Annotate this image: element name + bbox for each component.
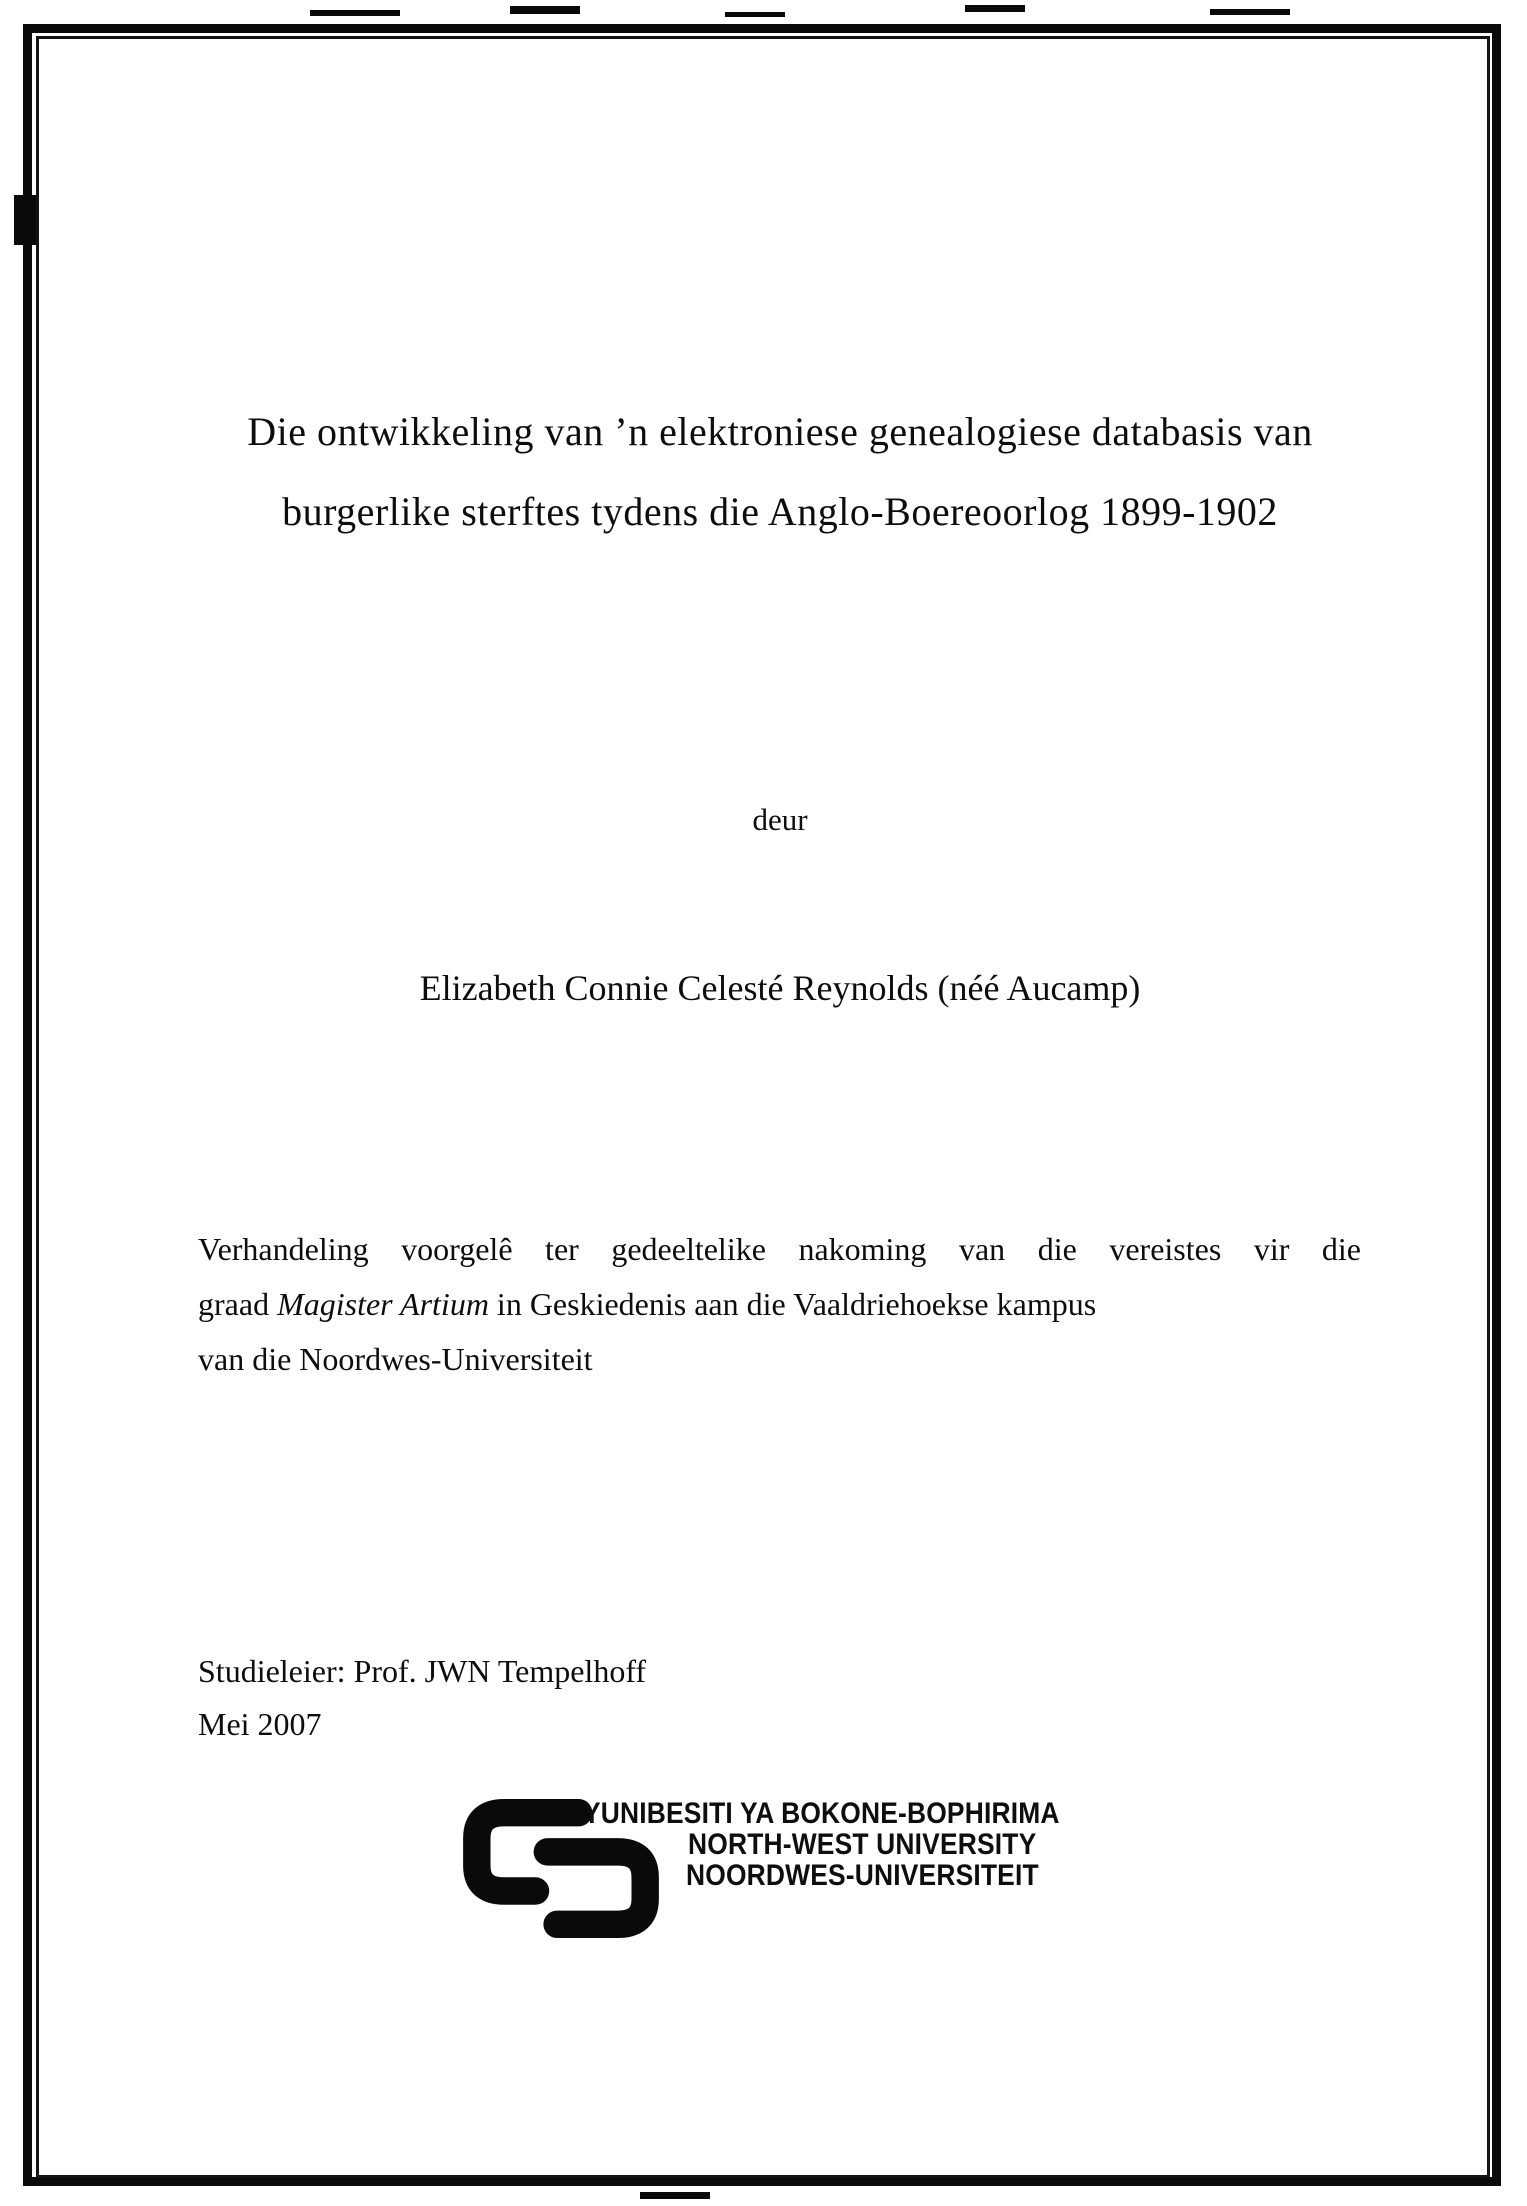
thesis-title-line-2: burgerlike sterftes tydens die Anglo-Boereoorlog 1899-1902 (282, 489, 1278, 534)
logo-text-english: NORTH-WEST UNIVERSITY (688, 1828, 1037, 1861)
thesis-title (160, 392, 1400, 552)
submission-line-3: van die Noordwes-Universiteit (198, 1341, 593, 1377)
submission-line-2-post: in Geskiedenis aan die Vaaldriehoekse kampus (488, 1286, 1097, 1322)
thesis-title-line-1: Die ontwikkeling van ’n elektroniese genealogiese databasis van (247, 409, 1313, 454)
scan-artifact (965, 5, 1025, 12)
scan-artifact (310, 10, 400, 16)
author-name: Elizabeth Connie Celesté Reynolds (néé Aucamp) (419, 968, 1141, 1008)
degree-name: Magister Artium (277, 1286, 489, 1322)
supervisor-line: Studieleier: Prof. JWN Tempelhoff (198, 1653, 647, 1689)
logo-text-setswana: YUNIBESITI YA BOKONE-BOPHIRIMA (583, 1797, 1060, 1830)
submission-line-1: Verhandeling voorgelê ter gedeeltelike nakoming van die vereistes vir die (198, 1231, 1361, 1267)
scan-artifact (640, 2192, 710, 2199)
logo-text-afrikaans: NOORDWES-UNIVERSITEIT (686, 1859, 1039, 1892)
submission-line-2-pre: graad (198, 1286, 278, 1322)
scan-artifact (725, 12, 785, 17)
logo-lower-c (547, 1852, 645, 1924)
submission-statement (198, 1222, 1361, 1387)
date-line: Mei 2007 (198, 1706, 322, 1742)
scan-artifact (510, 6, 580, 14)
supervisor-block (198, 1645, 1098, 1751)
byline-label: deur (752, 802, 808, 837)
scan-artifact (14, 195, 36, 245)
scan-artifact (1210, 9, 1290, 15)
submission-line-2 (198, 1277, 1361, 1332)
